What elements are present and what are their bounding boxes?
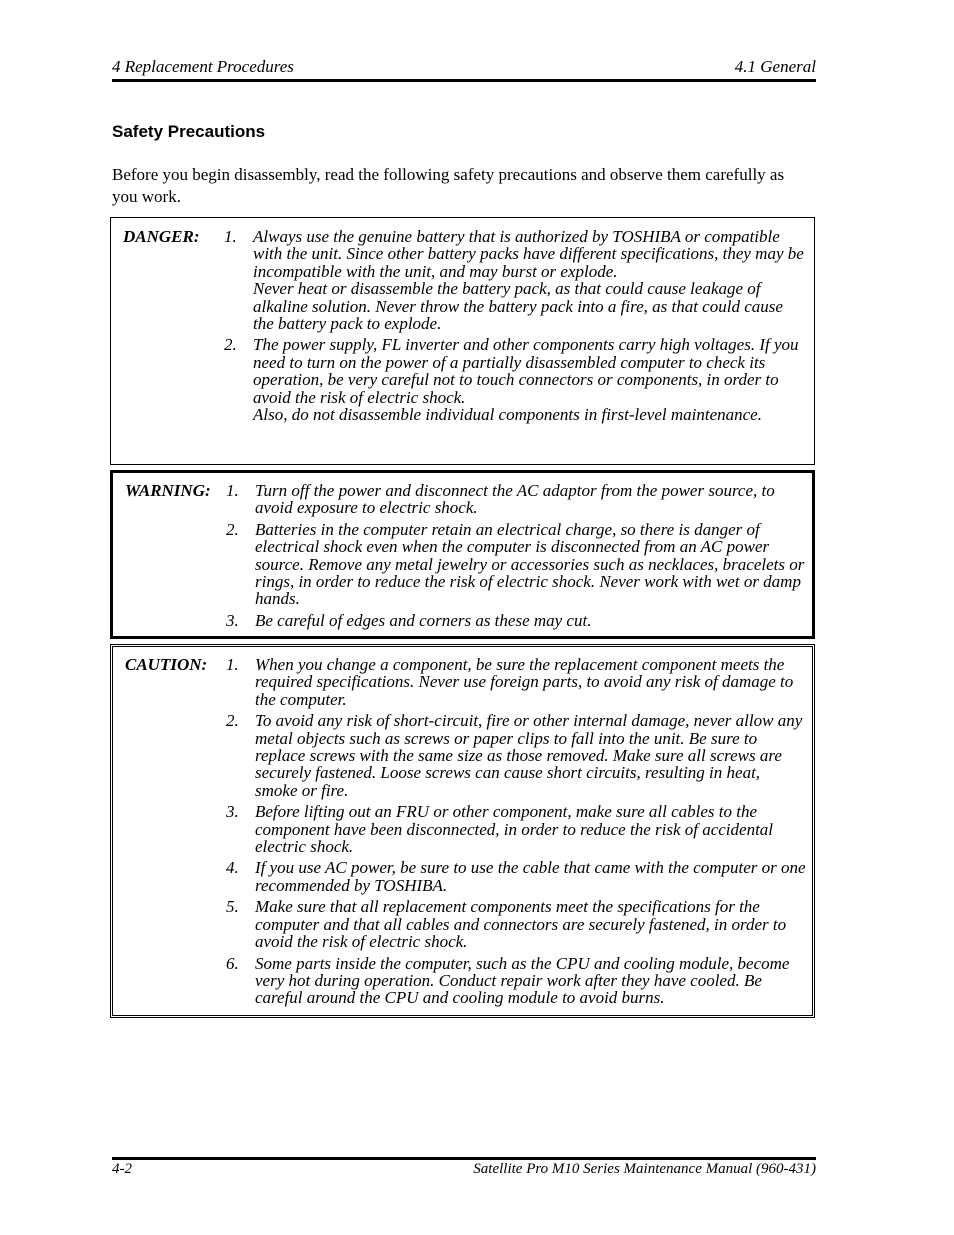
warning-label: WARNING: — [125, 481, 211, 500]
warning-item — [226, 482, 806, 517]
item-text: When you change a component, be sure the replacement component meets the required specifications. Never use foreign parts, to avoid any risk of damage to the computer. — [255, 655, 794, 709]
item-number: 6. — [226, 953, 239, 973]
item-text: Batteries in the computer retain an electrical charge, so there is danger of electrical shock even when the computer is disconnected from an AC power source. Remove any metal jewelry or accessories such as necklaces, bracelets or rings, in order to reduce the risk of electric shock. Never work with wet or damp hands. — [255, 519, 805, 609]
warning-item — [226, 612, 806, 629]
item-text: If you use AC power, be sure to use the cable that came with the computer or one recommended by TOSHIBA. — [255, 858, 806, 895]
danger-label: DANGER: — [123, 227, 200, 246]
item-number: 2. — [226, 711, 239, 731]
item-number: 1. — [226, 481, 239, 500]
header-section: 4.1 General — [734, 57, 816, 76]
intro-paragraph: Before you begin disassembly, read the following safety precautions and observe them carefully as you work. — [112, 165, 785, 206]
caution-item — [226, 955, 806, 1007]
item-number: 1. — [224, 227, 237, 246]
item-number: 5. — [226, 897, 239, 917]
item-number: 3. — [226, 610, 239, 630]
caution-box — [110, 644, 815, 1018]
danger-list — [224, 228, 804, 427]
warning-list — [226, 482, 806, 633]
item-number: 1. — [226, 655, 239, 674]
caution-label: CAUTION: — [125, 655, 208, 674]
item-text-extra: Never heat or disassemble the battery pack, as that could cause leakage of alkaline solution. Never throw the battery pack into a fire, as that could cause the battery pack to explode. — [253, 279, 783, 334]
caution-item — [226, 656, 806, 708]
item-text: Turn off the power and disconnect the AC adaptor from the power source, to avoid exposure to electric shock. — [255, 481, 775, 518]
danger-item — [224, 336, 804, 423]
item-number: 4. — [226, 858, 239, 878]
header-rule — [112, 79, 816, 82]
danger-box — [110, 217, 815, 465]
warning-box — [110, 470, 815, 639]
manual-title: Satellite Pro M10 Series Maintenance Manual (960-431) — [473, 1161, 816, 1177]
item-number: 2. — [224, 335, 237, 355]
item-number: 2. — [226, 519, 239, 539]
item-text: To avoid any risk of short-circuit, fire or other internal damage, never allow any metal objects such as screws or paper clips to fall into the unit. Be sure to replace screws with the same size as those removed. Make sure all screws are securely fastened. Loose screws can cause short circuits, resulting in heat, smoke or fire. — [255, 711, 803, 800]
caution-item — [226, 712, 806, 799]
caution-item — [226, 803, 806, 855]
page-number: 4-2 — [112, 1161, 132, 1177]
header-chapter: 4 Replacement Procedures — [112, 57, 294, 76]
footer-rule — [112, 1157, 816, 1160]
item-text-extra: Also, do not disassemble individual components in first-level maintenance. — [253, 405, 762, 425]
item-text: Be careful of edges and corners as these may cut. — [255, 610, 592, 630]
caution-item — [226, 859, 806, 894]
section-title: Safety Precautions — [112, 122, 266, 141]
warning-item — [226, 521, 806, 608]
danger-item — [224, 228, 804, 332]
item-text: Before lifting out an FRU or other component, make sure all cables to the component have been disconnected, in order to reduce the risk of accidental electric shock. — [255, 802, 774, 857]
item-text: Always use the genuine battery that is authorized by TOSHIBA or compatible with the unit. Since other battery packs have different specifications, they may be incompatible with the unit, and may burst or explode. — [253, 227, 804, 281]
item-number: 3. — [226, 802, 239, 822]
item-text: Make sure that all replacement components meet the specifications for the computer and that all cables and connectors are securely fastened, in order to avoid the risk of electric shock. — [255, 897, 787, 952]
page-header — [112, 57, 816, 77]
item-text: The power supply, FL inverter and other components carry high voltages. If you need to turn on the power of a partially disassembled computer to check its operation, be very careful not to touch connectors or components, in order to avoid the risk of electric shock. — [253, 335, 799, 407]
page-footer — [112, 1161, 816, 1179]
caution-list — [226, 656, 806, 1011]
item-text: Some parts inside the computer, such as the CPU and cooling module, become very hot during operation. Conduct repair work after they have cooled. Be careful around the CPU and cooling module to avoid burns. — [255, 953, 790, 1008]
caution-item — [226, 898, 806, 950]
